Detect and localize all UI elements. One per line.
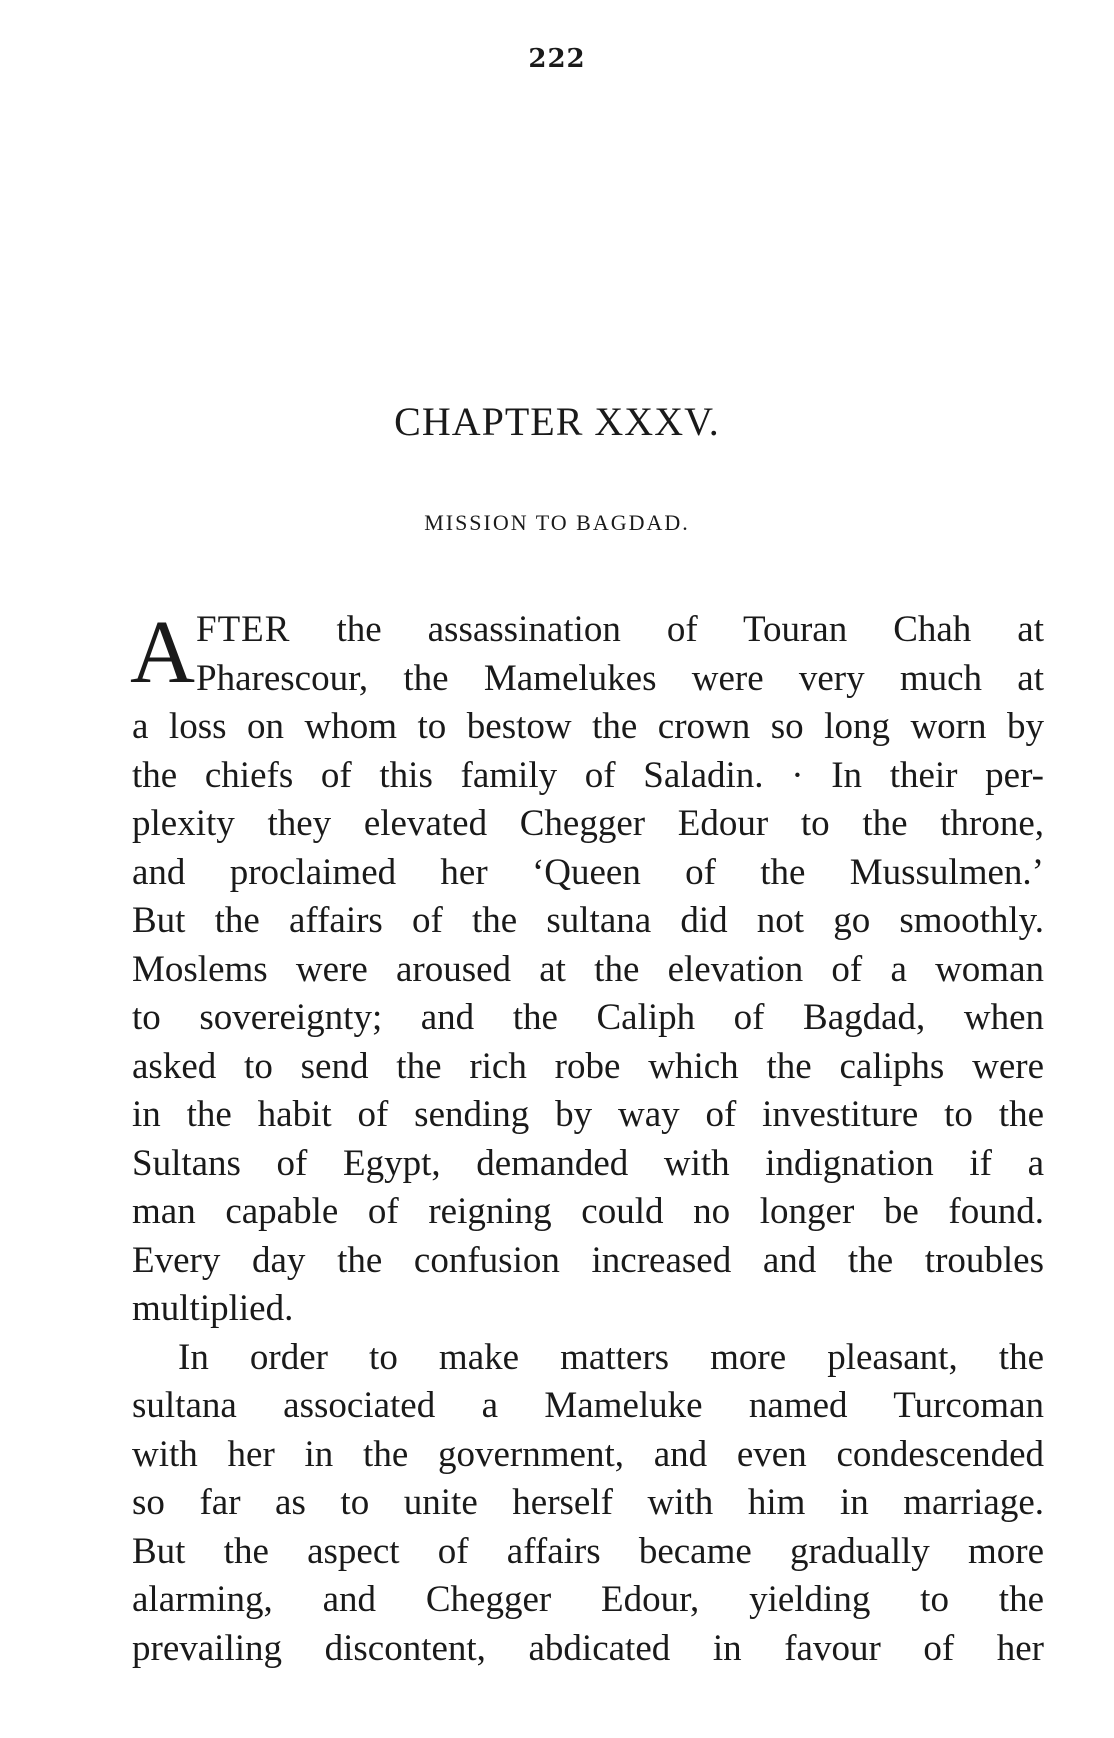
text-line — [132, 606, 1044, 655]
text-line: plexity they elevated Chegger Edour to the throne, — [132, 803, 1044, 844]
text-line: asked to send the rich robe which the caliphs were — [132, 1045, 1044, 1087]
text-line: alarming, and Chegger Edour, yielding to the — [132, 1579, 1044, 1620]
text-line: Moslems were aroused at the elevation of a woman — [132, 948, 1044, 990]
text-line: so far as to unite herself with him in marriage. — [132, 1482, 1044, 1523]
chapter-subtitle: MISSION TO BAGDAD. — [424, 510, 690, 535]
text-line: with her in the government, and even condescended — [132, 1433, 1044, 1475]
text-line: But the affairs of the sultana did not go smoothly. — [132, 900, 1044, 941]
text-line: in the habit of sending by way of investiture to the — [132, 1094, 1044, 1135]
text-line: a loss on whom to bestow the crown so long worn by — [132, 706, 1044, 747]
text-line: In order to make matters more pleasant, the — [178, 1336, 1044, 1378]
text-line: But the aspect of affairs became gradually more — [132, 1530, 1044, 1572]
text-line: and proclaimed her ‘Queen of the Mussulmen.’ — [132, 851, 1044, 893]
text-line: multiplied. — [132, 1288, 294, 1329]
page-number: 222 — [528, 44, 586, 74]
text-line: Sultans of Egypt, demanded with indignation if a — [132, 1142, 1044, 1184]
body-text — [130, 603, 1044, 1673]
text-line: to sovereignty; and the Caliph of Bagdad, when — [132, 997, 1044, 1038]
text-line: the chiefs of this family of Saladin. · In their per- — [132, 754, 1044, 796]
text-line: sultana associated a Mameluke named Turcoman — [132, 1385, 1044, 1426]
line-rest: the assassination of Touran Chah at — [290, 609, 1044, 650]
text-line: Every day the confusion increased and the troubles — [132, 1239, 1044, 1281]
text-line: man capable of reigning could no longer be found. — [132, 1191, 1044, 1232]
drop-cap: A — [130, 603, 195, 702]
text-line: prevailing discontent, abdicated in favour of her — [132, 1627, 1044, 1669]
text-line: Pharescour, the Mamelukes were very much at — [196, 657, 1044, 699]
first-word: FTER — [196, 609, 291, 650]
chapter-heading: CHAPTER XXXV. — [394, 399, 720, 444]
